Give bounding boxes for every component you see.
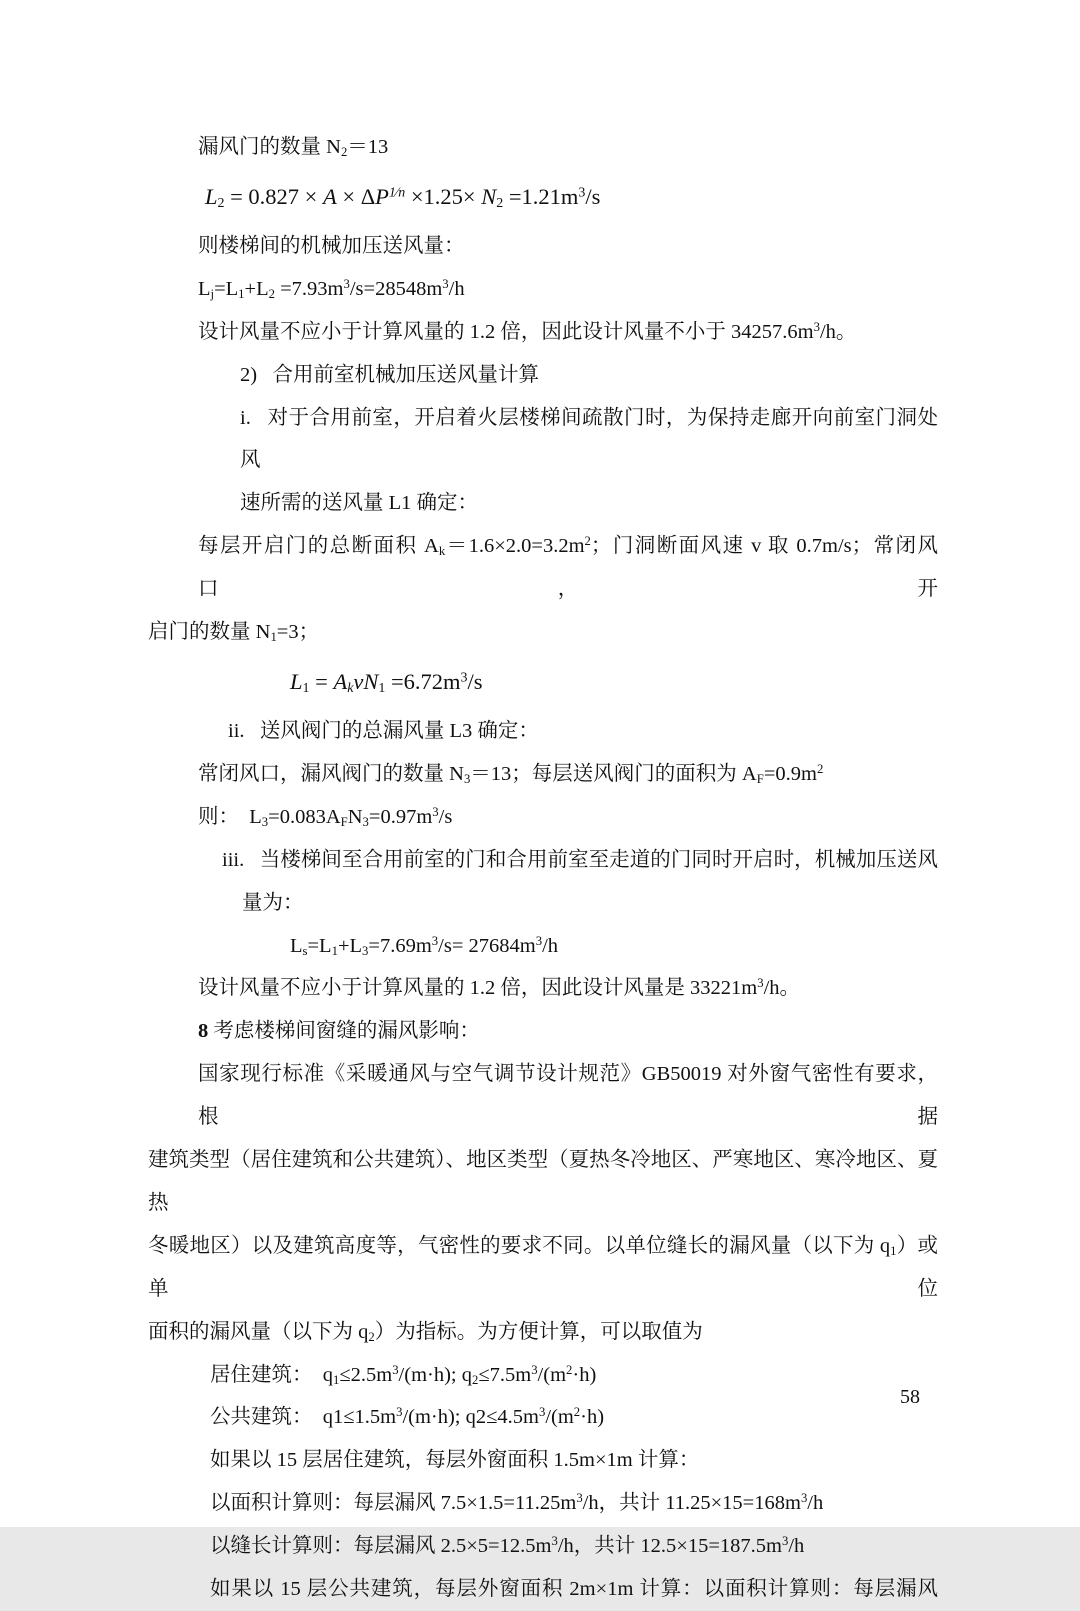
- text-segment: /h。: [763, 977, 801, 1000]
- para-closed-vents: [148, 753, 938, 796]
- text-segment: =0.9m: [763, 762, 817, 785]
- text-segment: 如果以 15 层居住建筑，每层外窗面积 1.5m×1m 计算：: [210, 1449, 700, 1472]
- text-segment: A: [323, 183, 337, 209]
- text-segment: =7.93m: [274, 277, 344, 300]
- text-segment: 3: [343, 276, 350, 291]
- text-segment: ）为指标。为方便计算，可以取值为: [374, 1320, 703, 1343]
- text-segment: 3: [463, 771, 471, 786]
- text-segment: ＝13；每层送风阀门的面积为 A: [470, 762, 757, 785]
- text-segment: ≤7.5m: [478, 1363, 532, 1386]
- para-standard-cont3: [148, 1311, 938, 1354]
- formula-L2: [148, 169, 938, 225]
- text-segment: 3: [551, 1534, 558, 1549]
- text-segment: ii. 送风阀门的总漏风量 L3 确定：: [228, 719, 539, 742]
- text-segment: F: [756, 771, 764, 786]
- text-segment: 3: [538, 1405, 546, 1420]
- formula-Lj: [148, 268, 938, 311]
- text-segment: P: [375, 183, 389, 209]
- para-residential: [148, 1354, 938, 1397]
- para-calc-by-crack: [148, 1525, 938, 1568]
- text-segment: /h: [788, 1535, 805, 1558]
- text-segment: +L: [337, 934, 363, 957]
- text-segment: = 0.827 ×: [224, 183, 323, 209]
- text-segment: L: [198, 277, 211, 300]
- text-segment: ·h): [580, 1406, 605, 1429]
- text-segment: 3: [781, 1534, 789, 1549]
- text-segment: =0.97m: [368, 805, 433, 828]
- text-segment: =L: [214, 277, 239, 300]
- text-segment: 每层开启门的总断面积 A: [198, 535, 439, 558]
- text-segment: /(m: [537, 1363, 567, 1386]
- text-segment: 常闭风口，漏风阀门的数量 N: [198, 762, 464, 785]
- text-segment: 1: [333, 1372, 340, 1387]
- text-segment: 以面积计算则：每层漏风 7.5×1.5=11.25m: [210, 1492, 577, 1515]
- text-segment: 启门的数量 N: [148, 621, 271, 644]
- text-segment: 则楼梯间的机械加压送风量：: [198, 234, 465, 257]
- text-segment: 2: [566, 1362, 573, 1377]
- text-segment: L: [205, 183, 218, 209]
- text-segment: 3: [576, 1491, 583, 1506]
- text-segment: 3: [431, 933, 439, 948]
- text-segment: 速所需的送风量 L1 确定：: [240, 492, 479, 515]
- para-standard-cont1: [148, 1139, 938, 1225]
- text-segment: 建筑类型（居住建筑和公共建筑）、地区类型（夏热冬冷地区、严寒地区、寒冷地区、夏热: [148, 1149, 938, 1214]
- text-segment: /(m: [545, 1406, 574, 1429]
- text-segment: /s= 27684m: [438, 934, 536, 957]
- text-segment: /h: [542, 934, 559, 957]
- text-segment: 3: [392, 1362, 399, 1377]
- text-segment: F: [340, 814, 348, 829]
- text-segment: 3: [531, 1362, 538, 1377]
- list-item-iii: [148, 839, 938, 882]
- text-segment: /s=28548m: [349, 277, 443, 300]
- document-content: [148, 126, 938, 1611]
- list-item-i: [148, 397, 938, 483]
- text-segment: 3: [261, 814, 269, 829]
- text-segment: k: [347, 681, 354, 697]
- text-segment: 2: [268, 286, 275, 301]
- text-segment: 2: [584, 534, 591, 549]
- text-segment: A: [333, 668, 348, 694]
- text-segment: ≤2.5m: [339, 1363, 393, 1386]
- text-segment: 量为：: [242, 891, 304, 914]
- text-segment: =6.72m: [385, 668, 461, 694]
- text-segment: ＝13: [347, 136, 389, 158]
- text-segment: ＝1.6×2.0=3.2m: [445, 535, 585, 558]
- text-segment: j: [210, 286, 215, 301]
- text-segment: /s: [438, 805, 453, 828]
- text-segment: 1: [378, 681, 386, 697]
- text-segment: +L: [244, 277, 269, 300]
- text-segment: k: [438, 544, 446, 559]
- text-segment: /h: [807, 1492, 824, 1515]
- text-segment: /h: [448, 277, 465, 300]
- list-item-iii-cont: [148, 882, 938, 925]
- para-standard-cont2: [148, 1225, 938, 1311]
- para-calc-by-area: [148, 1482, 938, 1525]
- text-segment: =7.69m: [368, 934, 432, 957]
- text-segment: =L: [307, 934, 332, 957]
- text-segment: 3: [442, 276, 449, 291]
- text-segment: 2: [340, 144, 348, 159]
- text-segment: /(m·h); q: [398, 1363, 472, 1386]
- text-segment: ）或单位: [148, 1234, 938, 1300]
- list-item-i-cont: [148, 482, 938, 525]
- text-segment: N: [347, 805, 363, 828]
- text-segment: 3: [800, 1491, 808, 1506]
- text-segment: /h，共计 11.25×15=168m: [582, 1492, 801, 1515]
- text-segment: =: [309, 668, 334, 694]
- text-segment: 2: [816, 761, 824, 776]
- text-segment: 1: [238, 286, 245, 301]
- text-segment: iii. 当楼梯间至合用前室的门和合用前室至走道的门同时开启时，机械加压送风: [222, 848, 938, 871]
- text-segment: 设计风量不应小于计算风量的 1.2 倍，因此设计风量是 33221m: [198, 977, 758, 1000]
- text-segment: 3: [362, 814, 369, 829]
- text-segment: 则： L: [198, 805, 262, 828]
- text-segment: 1: [302, 681, 310, 697]
- text-segment: 3: [460, 670, 468, 686]
- page-number: 58: [900, 1386, 920, 1408]
- para-standard: [148, 1053, 938, 1139]
- text-segment: /(m·h); q2≤4.5m: [402, 1406, 539, 1429]
- text-segment: 3: [578, 185, 586, 201]
- heading-8: [148, 1010, 938, 1053]
- text-segment: vN: [353, 668, 379, 694]
- text-segment: N: [481, 183, 497, 209]
- text-segment: 3: [813, 319, 820, 334]
- text-segment: 公共建筑： q1≤1.5m: [210, 1406, 397, 1429]
- text-segment: ×1.25×: [405, 183, 482, 209]
- text-segment: 如果以 15 层公共建筑，每层外窗面积 2m×1m 计算：以面积计算则：每层漏风: [210, 1578, 938, 1601]
- text-segment: 居住建筑： q: [210, 1363, 333, 1386]
- text-segment: s: [302, 943, 308, 958]
- text-segment: L: [290, 934, 303, 957]
- text-segment: 2: [368, 1329, 375, 1344]
- para-design-flow-1: [148, 311, 938, 354]
- text-segment: 3: [535, 933, 543, 948]
- text-segment: 设计风量不应小于计算风量的 1.2 倍，因此设计风量不小于 34257.6m: [198, 320, 814, 343]
- text-segment: 国家现行标准《采暖通风与空气调节设计规范》GB50019 对外窗气密性有要求，根据: [198, 1063, 938, 1129]
- text-segment: 1⁄n: [388, 185, 406, 201]
- text-segment: /s: [585, 183, 601, 209]
- para-door-area: [148, 525, 938, 611]
- text-segment: /h，共计 12.5×15=187.5m: [557, 1535, 782, 1558]
- text-segment: i. 对于合用前室，开启着火层楼梯间疏散门时，为保持走廊开向前室门洞处风: [240, 406, 938, 472]
- text-segment: 1: [331, 943, 338, 958]
- text-segment: 3: [432, 804, 439, 819]
- text-segment: 漏风门的数量 N: [198, 136, 341, 158]
- text-segment: =0.083A: [268, 805, 341, 828]
- text-segment: =3；: [276, 621, 320, 644]
- formula-L3: [148, 796, 938, 839]
- text-segment: 1: [890, 1243, 897, 1258]
- text-segment: /s: [467, 668, 483, 694]
- list-item-2: [148, 354, 938, 397]
- para-stair-pressurization: [148, 225, 938, 268]
- formula-Ls: [148, 925, 938, 968]
- text-segment: 2) 合用前室机械加压送风量计算: [240, 363, 539, 386]
- text-segment: 以缝长计算则：每层漏风 2.5×5=12.5m: [210, 1535, 552, 1558]
- para-example-public: [148, 1568, 938, 1611]
- text-segment: 冬暖地区）以及建筑高度等，气密性的要求不同。以单位缝长的漏风量（以下为 q: [148, 1234, 891, 1257]
- text-segment: 2: [496, 195, 504, 211]
- para-public: [148, 1396, 938, 1439]
- text-segment: × Δ: [336, 183, 376, 209]
- text-segment: ·h): [572, 1363, 597, 1386]
- text-segment: 2: [573, 1405, 581, 1420]
- text-segment: =1.21m: [503, 183, 579, 209]
- para-example-residential: [148, 1439, 938, 1482]
- formula-L1: [148, 654, 938, 710]
- text-segment: /h。: [819, 320, 857, 343]
- para-leak-door-count: [148, 126, 938, 169]
- text-segment: 8: [198, 1020, 209, 1043]
- text-segment: 3: [396, 1405, 403, 1420]
- text-segment: 考虑楼梯间窗缝的漏风影响：: [208, 1020, 480, 1043]
- text-segment: 3: [362, 943, 369, 958]
- text-segment: ；门洞断面风速 v 取 0.7m/s；常闭风口，开: [198, 535, 938, 601]
- para-design-flow-2: [148, 967, 938, 1010]
- list-item-ii: [148, 710, 938, 753]
- text-segment: 2: [217, 195, 225, 211]
- text-segment: 面积的漏风量（以下为 q: [148, 1320, 369, 1343]
- text-segment: 3: [757, 976, 764, 991]
- text-segment: L: [290, 668, 303, 694]
- text-segment: 1: [270, 629, 277, 644]
- para-door-area-cont: [148, 611, 938, 654]
- text-segment: 2: [472, 1372, 479, 1387]
